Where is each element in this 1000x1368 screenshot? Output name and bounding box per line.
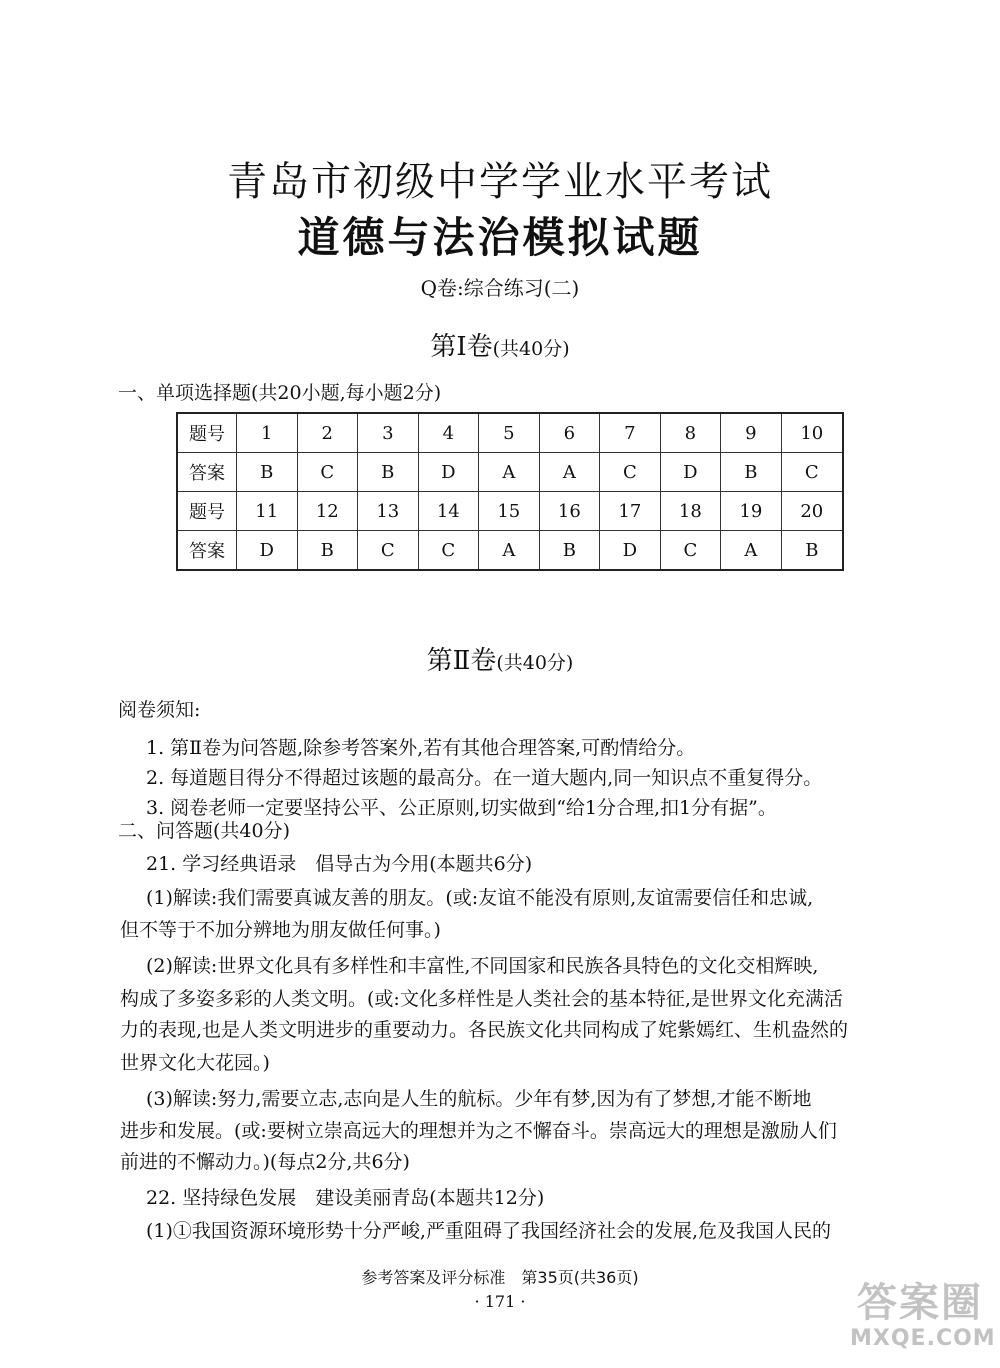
table-cell: 14 [418, 492, 479, 531]
table-cell: D [660, 453, 721, 492]
answer-line: (3)解读:努力,需要立志,志向是人生的航标。少年有梦,因为有了梦想,才能不断地 [146, 1088, 812, 1110]
table-cell: D [237, 531, 298, 571]
table-cell: D [418, 453, 479, 492]
table-cell: A [539, 453, 600, 492]
table-cell: B [237, 453, 298, 492]
notice-title: 阅卷须知: [118, 699, 201, 721]
table-cell: 题号 [177, 492, 237, 531]
answer-line: (1)解读:我们需要真诚友善的朋友。(或:友谊不能没有原则,友谊需要信任和忠诚, [146, 887, 814, 909]
table-cell: 17 [600, 492, 661, 531]
table-cell: A [721, 531, 782, 571]
table-row [177, 413, 843, 453]
notice-item: 1. 第Ⅱ卷为问答题,除参考答案外,若有其他合理答案,可酌情给分。 [146, 737, 696, 759]
table-cell: 16 [539, 492, 600, 531]
table-cell: 1 [237, 413, 298, 453]
table-cell: 20 [781, 492, 843, 531]
table-cell: 4 [418, 413, 479, 453]
table-cell: 13 [358, 492, 419, 531]
table-cell: 18 [660, 492, 721, 531]
table-cell: A [479, 531, 540, 571]
answer-line: 前进的不懈动力。)(每点2分,共6分) [120, 1151, 410, 1173]
table-cell: 9 [721, 413, 782, 453]
table-cell: 11 [237, 492, 298, 531]
answer-line: (2)解读:世界文化具有多样性和丰富性,不同国家和民族各具特色的文化交相辉映, [146, 955, 819, 977]
answer-line: 但不等于不加分辨地为朋友做任何事。) [120, 919, 441, 941]
table-cell: 答案 [177, 453, 237, 492]
table-cell: A [479, 453, 540, 492]
table-cell: C [600, 453, 661, 492]
answer-line: 进步和发展。(或:要树立崇高远大的理想并为之不懈奋斗。崇高远大的理想是激励人们 [120, 1120, 837, 1142]
table-cell: 3 [358, 413, 419, 453]
table-cell: 6 [539, 413, 600, 453]
table-cell: D [600, 531, 661, 571]
table-cell: 5 [479, 413, 540, 453]
answer-line: 世界文化大花园。) [120, 1052, 270, 1074]
section-2-heading: 二、问答题(共40分) [118, 820, 291, 842]
table-row [177, 453, 843, 492]
table-cell: B [781, 531, 843, 571]
title-line-1: 青岛市初级中学学业水平考试 [227, 159, 773, 205]
title-line-2: 道德与法治模拟试题 [297, 213, 703, 262]
table-cell: C [418, 531, 479, 571]
table-cell: 7 [600, 413, 661, 453]
subtitle: Q卷:综合练习(二) [420, 276, 580, 300]
watermark-text: 答案圈 [857, 1280, 983, 1326]
question-22-title: 22. 坚持绿色发展 建设美丽青岛(本题共12分) [146, 1187, 545, 1209]
volume-2-heading [0, 640, 1000, 677]
table-cell: B [358, 453, 419, 492]
notice-item: 3. 阅卷老师一定要坚持公平、公正原则,切实做到“给1分合理,扣1分有据”。 [146, 797, 777, 819]
volume-1-label: 第Ⅰ卷 [430, 332, 493, 362]
table-cell: C [781, 453, 843, 492]
volume-1-heading [0, 326, 1000, 363]
section-1-heading: 一、单项选择题(共20小题,每小题2分) [118, 382, 442, 404]
table-cell: 10 [781, 413, 843, 453]
table-row [177, 492, 843, 531]
table-cell: B [539, 531, 600, 571]
volume-2-label: 第Ⅱ卷 [426, 646, 497, 676]
watermark-logo [850, 1280, 996, 1362]
table-cell: C [660, 531, 721, 571]
answer-table [176, 412, 844, 571]
page-number: · 171 · [474, 1292, 526, 1311]
table-cell: C [358, 531, 419, 571]
volume-1-score: (共40分) [492, 338, 570, 360]
table-cell: 15 [479, 492, 540, 531]
page-footer: 参考答案及评分标准 第35页(共36页) [361, 1268, 639, 1287]
answer-line: (1)①我国资源环境形势十分严峻,严重阻碍了我国经济社会的发展,危及我国人民的 [146, 1220, 831, 1242]
table-cell: B [297, 531, 358, 571]
table-cell: C [297, 453, 358, 492]
answer-line: 力的表现,也是人类文明进步的重要动力。各民族文化共同构成了姹紫嫣红、生机盎然的 [120, 1019, 849, 1041]
table-cell: 12 [297, 492, 358, 531]
table-cell: 题号 [177, 413, 237, 453]
watermark-url: MXQE.COM [850, 1326, 996, 1351]
volume-2-score: (共40分) [496, 652, 574, 674]
table-cell: 答案 [177, 531, 237, 571]
table-row [177, 531, 843, 571]
answer-line: 构成了多姿多彩的人类文明。(或:文化多样性是人类社会的基本特征,是世界文化充满活 [120, 988, 843, 1010]
table-cell: 19 [721, 492, 782, 531]
table-cell: 2 [297, 413, 358, 453]
question-21-title: 21. 学习经典语录 倡导古为今用(本题共6分) [146, 853, 533, 875]
table-cell: 8 [660, 413, 721, 453]
notice-item: 2. 每道题目得分不得超过该题的最高分。在一道大题内,同一知识点不重复得分。 [146, 767, 823, 789]
table-cell: B [721, 453, 782, 492]
